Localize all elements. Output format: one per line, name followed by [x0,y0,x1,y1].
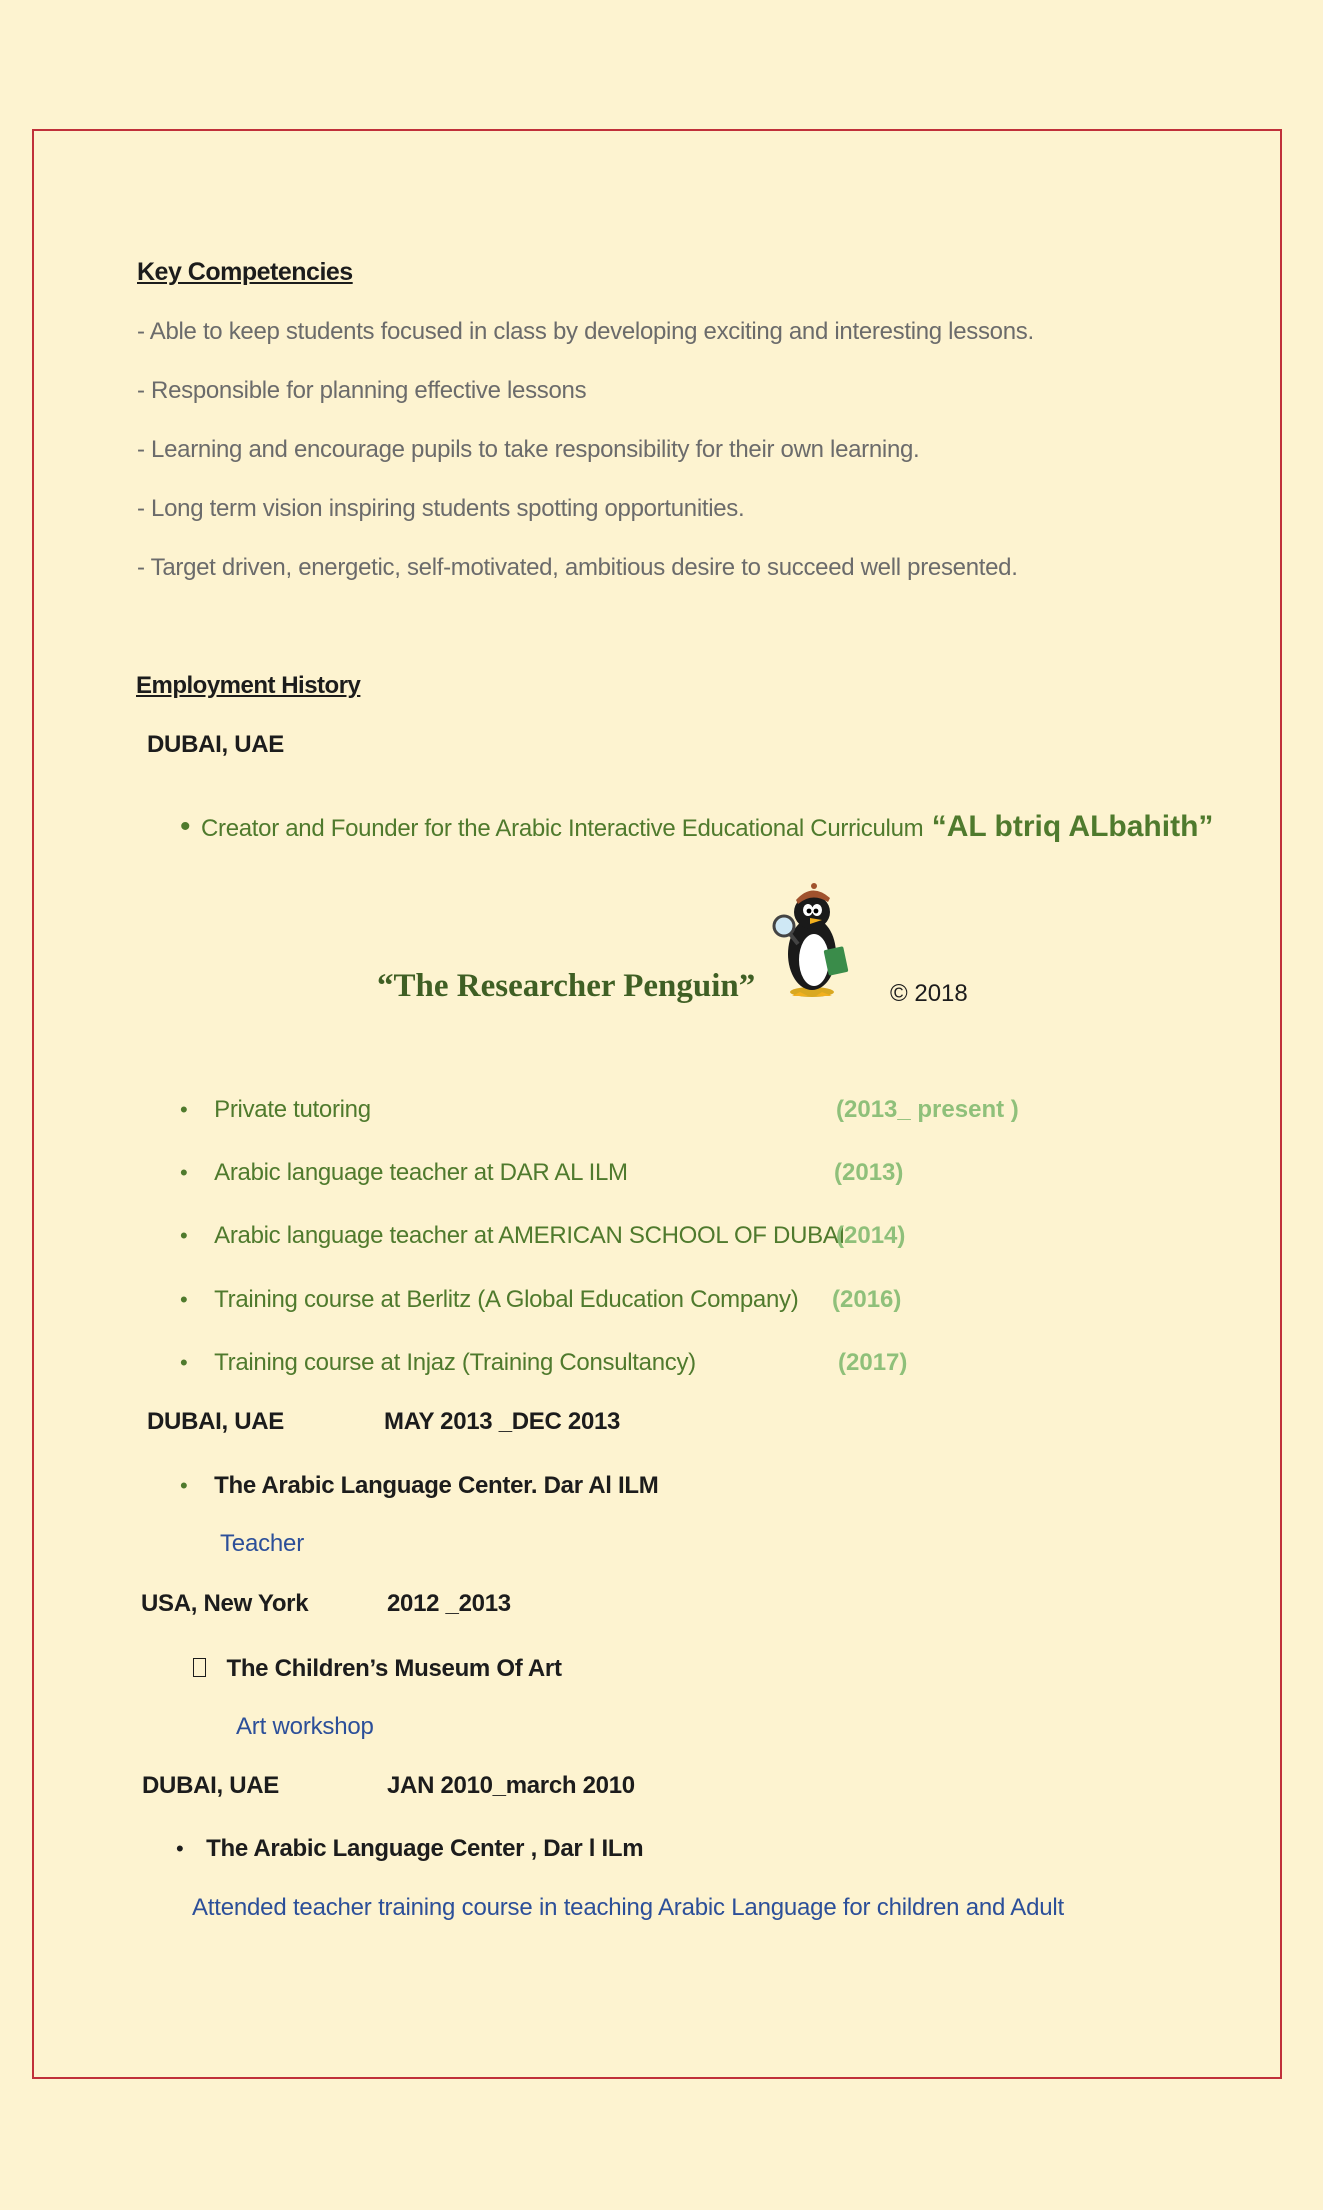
bullet-icon: • [180,1160,188,1185]
role-text: Art workshop [236,1713,374,1740]
org-line [180,1472,658,1500]
role-text: Teacher [220,1530,304,1557]
copyright-text: © 2018 [890,980,968,1007]
job-title: Arabic language teacher at AMERICAN SCHOOL OF DUBAI [214,1222,845,1249]
bullet-icon: • [180,1473,188,1498]
job-item [180,1349,696,1377]
penguin-title: “The Researcher Penguin” [377,968,756,1004]
bullet-icon: • [180,1097,188,1122]
date-range: 2012 _2013 [387,1590,511,1617]
org-line [193,1655,562,1683]
bullet-icon: • [180,810,191,843]
competency-item: - Long term vision inspiring students spotting opportunities. [137,495,745,522]
org-name: The Arabic Language Center. Dar Al ILM [214,1472,659,1499]
bullet-icon: • [176,1836,184,1861]
job-title: Arabic language teacher at DAR AL ILM [214,1159,628,1186]
date-range: JAN 2010_march 2010 [387,1772,635,1799]
job-item [180,1286,798,1314]
job-item [180,1096,371,1124]
competency-item: - Target driven, energetic, self-motivated, ambitious desire to succeed well presented. [137,554,1018,581]
org-line [176,1835,643,1863]
role-text: Attended teacher training course in teaching Arabic Language for children and Adult [192,1894,1065,1921]
date-range: MAY 2013 _DEC 2013 [384,1408,621,1435]
org-name: The Children’s Museum Of Art [226,1655,562,1682]
org-name: The Arabic Language Center , Dar l ILm [206,1835,644,1862]
location-label: DUBAI, UAE [147,1408,285,1435]
job-year: (2016) [832,1286,902,1313]
bullet-icon: • [180,1287,188,1312]
penguin-detective-icon [770,882,852,1000]
bullet-icon: • [180,1350,188,1375]
job-year: (2013) [834,1159,904,1186]
founder-line [180,810,1213,844]
job-item [180,1159,628,1187]
location-label: DUBAI, UAE [142,1772,280,1799]
brand-name: “AL btriq ALbahith” [931,810,1214,843]
job-title: Private tutoring [214,1096,371,1123]
competency-item: - Learning and encourage pupils to take responsibility for their own learning. [137,436,920,463]
bullet-icon: • [180,1223,188,1248]
job-year: (2013_ present ) [836,1096,1019,1123]
competency-item: - Able to keep students focused in class by developing exciting and interesting lessons. [137,318,1034,345]
location-label: DUBAI, UAE [147,731,285,758]
employment-history-heading: Employment History [136,672,361,699]
job-title: Training course at Berlitz (A Global Education Company) [214,1286,799,1313]
missing-glyph-icon [193,1658,206,1677]
job-item [180,1222,845,1250]
founder-text: Creator and Founder for the Arabic Interactive Educational Curriculum [200,815,924,842]
job-year: (2014) [836,1222,906,1249]
key-competencies-heading: Key Competencies [137,258,353,286]
location-label: USA, New York [141,1590,309,1617]
competency-item: - Responsible for planning effective lessons [137,377,587,404]
job-title: Training course at Injaz (Training Consultancy) [214,1349,696,1376]
job-year: (2017) [838,1349,908,1376]
